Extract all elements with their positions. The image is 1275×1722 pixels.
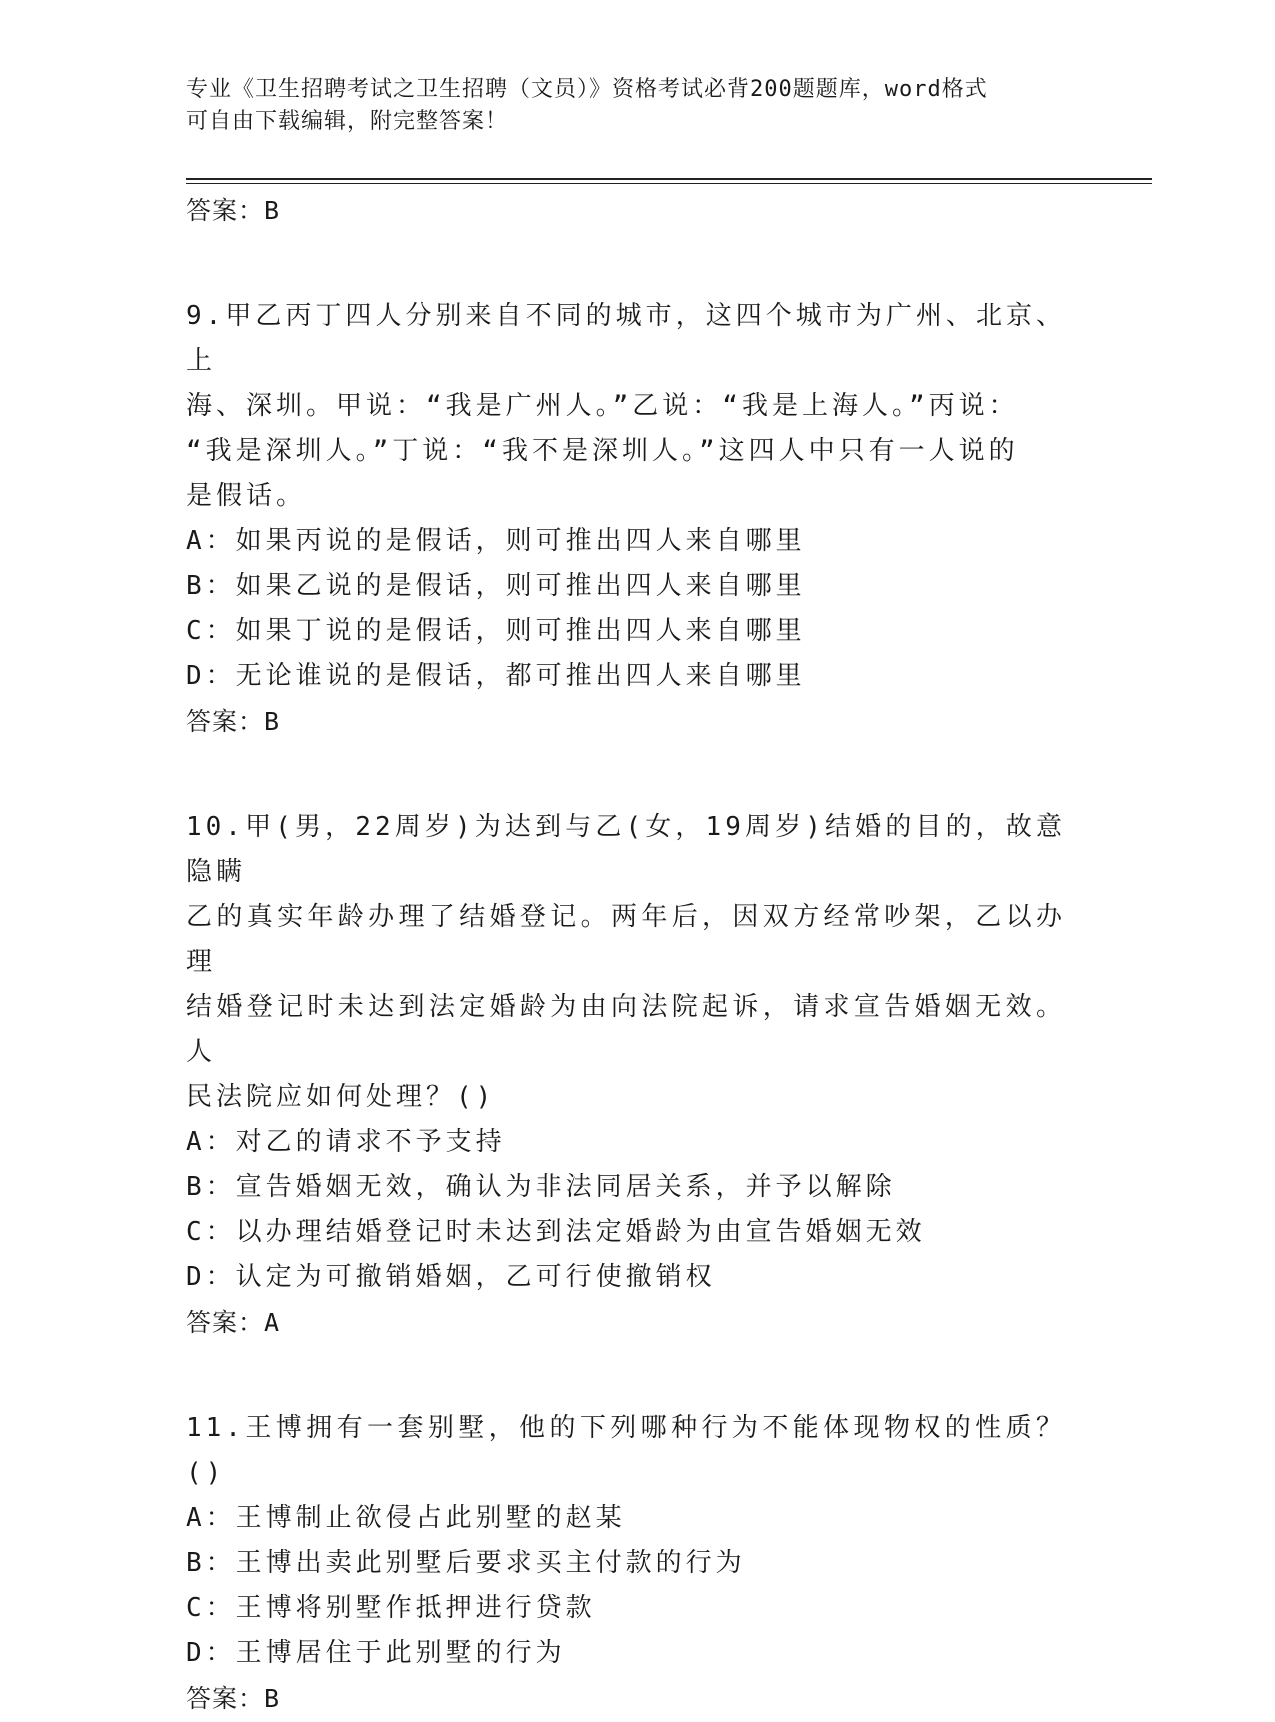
spacer — [186, 1346, 1066, 1406]
document-header — [186, 74, 1086, 138]
question-stem — [186, 1406, 1066, 1496]
spacer — [186, 234, 1066, 294]
header-line-1: 专业《卫生招聘考试之卫生招聘（文员）》资格考试必背200题题库，word格式 — [186, 77, 988, 102]
spacer — [186, 745, 1066, 805]
option-a: A：王博制止欲侵占此别墅的赵某 — [186, 1503, 626, 1533]
option-b: B：宣告婚姻无效，确认为非法同居关系，并予以解除 — [186, 1172, 896, 1202]
stem-line: 民法院应如何处理？() — [186, 1082, 496, 1112]
answer: 答案：B — [186, 707, 281, 736]
header-line-2: 可自由下载编辑，附完整答案！ — [186, 109, 509, 134]
stem-line: “我是深圳人。”丁说：“我不是深圳人。”这四人中只有一人说的 — [186, 436, 1019, 466]
previous-answer: 答案：B — [186, 196, 281, 225]
question-9 — [186, 294, 1066, 745]
question-10 — [186, 805, 1066, 1346]
header-divider-thin — [186, 183, 1152, 184]
answer: 答案：A — [186, 1308, 281, 1337]
option-c: C：以办理结婚登记时未达到法定婚龄为由宣告婚姻无效 — [186, 1217, 926, 1247]
option-d: D：王博居住于此别墅的行为 — [186, 1638, 566, 1668]
document-body — [186, 188, 1066, 1722]
question-stem — [186, 294, 1066, 519]
stem-line: 11.王博拥有一套别墅，他的下列哪种行为不能体现物权的性质？() — [186, 1413, 1066, 1488]
answer: 答案：B — [186, 1684, 281, 1713]
option-d: D：认定为可撤销婚姻，乙可行使撤销权 — [186, 1262, 716, 1292]
stem-line: 海、深圳。甲说：“我是广州人。”乙说：“我是上海人。”丙说： — [186, 391, 1019, 421]
option-b: B：如果乙说的是假话，则可推出四人来自哪里 — [186, 571, 806, 601]
option-b: B：王博出卖此别墅后要求买主付款的行为 — [186, 1548, 746, 1578]
header-divider-thick — [186, 178, 1152, 180]
option-c: C：王博将别墅作抵押进行贷款 — [186, 1593, 596, 1623]
option-c: C：如果丁说的是假话，则可推出四人来自哪里 — [186, 616, 806, 646]
option-d: D：无论谁说的是假话，都可推出四人来自哪里 — [186, 661, 806, 691]
question-11 — [186, 1406, 1066, 1722]
stem-line: 结婚登记时未达到法定婚龄为由向法院起诉，请求宣告婚姻无效。人 — [186, 992, 1066, 1067]
question-stem — [186, 805, 1066, 1120]
stem-line: 9.甲乙丙丁四人分别来自不同的城市，这四个城市为广州、北京、上 — [186, 301, 1066, 376]
option-a: A：如果丙说的是假话，则可推出四人来自哪里 — [186, 526, 806, 556]
stem-line: 乙的真实年龄办理了结婚登记。两年后，因双方经常吵架，乙以办理 — [186, 902, 1066, 977]
option-a: A：对乙的请求不予支持 — [186, 1127, 506, 1157]
stem-line: 是假话。 — [186, 481, 307, 511]
stem-line: 10.甲(男，22周岁)为达到与乙(女，19周岁)结婚的目的，故意隐瞒 — [186, 812, 1066, 887]
